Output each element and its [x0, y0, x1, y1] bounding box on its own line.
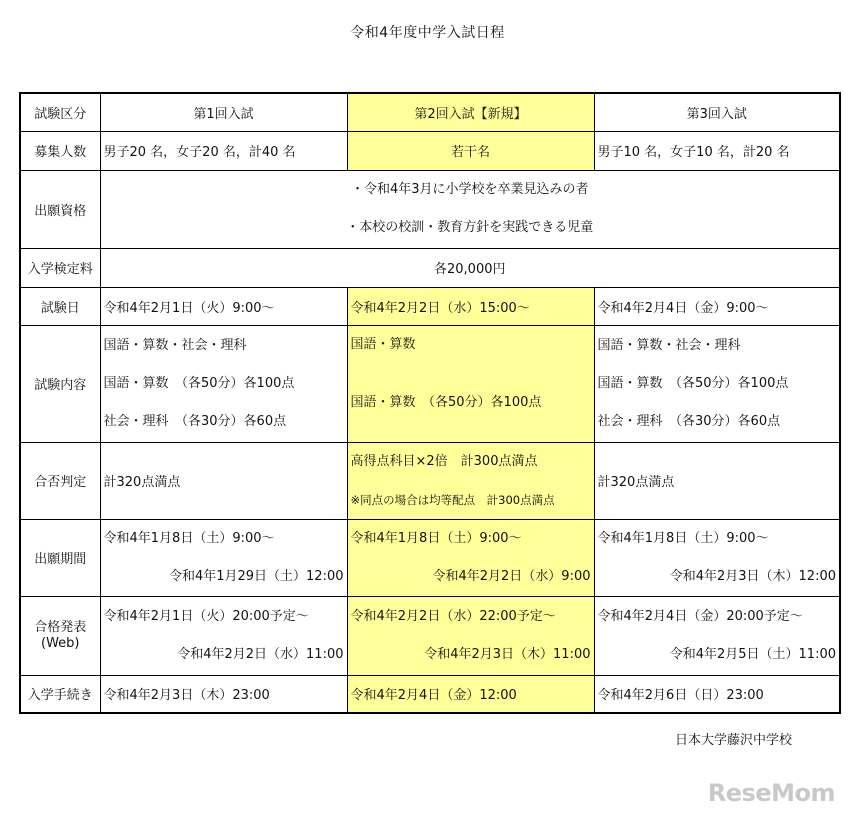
- enrollment-round-2: 令和4年2月4日（金）12:00: [347, 675, 594, 713]
- exam-day-round-1: 令和4年2月1日（火）9:00～: [100, 287, 347, 325]
- header-round-2: 第2回入試【新規】: [347, 93, 594, 131]
- label-capacity: 募集人数: [20, 131, 100, 170]
- header-round-3: 第3回入試: [594, 93, 840, 131]
- content-r1-line-3: 社会・理科 （各30分）各60点: [103, 413, 287, 429]
- capacity-round-3: 男子10 名，女子10 名，計20 名: [594, 131, 840, 170]
- judgement-round-3: 計320点満点: [594, 442, 840, 519]
- judgement-r2-line-2: ※同点の場合は均等配点 計300点満点: [350, 492, 555, 507]
- label-eligibility: 出願資格: [20, 170, 100, 248]
- content-r3-line-1: 国語・算数・社会・理科: [597, 337, 741, 353]
- content-round-1: [100, 325, 347, 442]
- label-application: 出願期間: [20, 519, 100, 596]
- row-enrollment: [20, 675, 840, 713]
- label-announcement-sub: (Web): [41, 635, 80, 651]
- content-r1-line-2: 国語・算数 （各50分）各100点: [103, 375, 295, 391]
- label-announcement: [20, 596, 100, 675]
- row-judgement: [20, 442, 840, 519]
- label-enrollment: 入学手続き: [20, 675, 100, 713]
- application-round-1: [100, 519, 347, 596]
- label-announcement-main: 合格発表: [34, 619, 87, 635]
- content-round-2: [347, 325, 594, 442]
- row-application: [20, 519, 840, 596]
- announcement-round-2: [347, 596, 594, 675]
- application-round-3: [594, 519, 840, 596]
- application-r3-end: 令和4年2月3日（木）12:00: [669, 568, 836, 584]
- capacity-round-1: 男子20 名，女子20 名，計40 名: [100, 131, 347, 170]
- enrollment-round-1: 令和4年2月3日（木）23:00: [100, 675, 347, 713]
- judgement-round-2: [347, 442, 594, 519]
- fee-value: 各20,000円: [100, 248, 840, 287]
- row-eligibility: [20, 170, 840, 248]
- announcement-r2-start: 令和4年2月2日（水）22:00予定～: [350, 608, 556, 624]
- row-fee: [20, 248, 840, 287]
- judgement-round-1: 計320点満点: [100, 442, 347, 519]
- application-r1-end: 令和4年1月29日（土）12:00: [168, 568, 344, 584]
- content-r3-line-3: 社会・理科 （各30分）各60点: [597, 413, 781, 429]
- content-r1-line-1: 国語・算数・社会・理科: [103, 337, 247, 353]
- content-r2-line-2: 国語・算数 （各50分）各100点: [350, 394, 542, 410]
- announcement-r1-start: 令和4年2月1日（火）20:00予定～: [103, 608, 309, 624]
- application-r2-end: 令和4年2月2日（水）9:00: [432, 568, 591, 584]
- capacity-round-2: 若干名: [347, 131, 594, 170]
- header-row: [20, 93, 840, 131]
- content-r3-line-2: 国語・算数 （各50分）各100点: [597, 375, 789, 391]
- eligibility-value: [100, 170, 840, 248]
- announcement-round-1: [100, 596, 347, 675]
- application-r2-start: 令和4年1月8日（土）9:00～: [350, 530, 522, 546]
- announcement-r2-end: 令和4年2月3日（木）11:00: [424, 646, 591, 662]
- schedule-table: [19, 92, 841, 714]
- row-content: [20, 325, 840, 442]
- application-round-2: [347, 519, 594, 596]
- enrollment-round-3: 令和4年2月6日（日）23:00: [594, 675, 840, 713]
- row-exam-day: [20, 287, 840, 325]
- row-capacity: [20, 131, 840, 170]
- announcement-r3-end: 令和4年2月5日（土）11:00: [669, 646, 836, 662]
- announcement-r1-end: 令和4年2月2日（水）11:00: [177, 646, 344, 662]
- label-content: 試験内容: [20, 325, 100, 442]
- label-exam-day: 試験日: [20, 287, 100, 325]
- exam-day-round-3: 令和4年2月4日（金）9:00～: [594, 287, 840, 325]
- application-r3-start: 令和4年1月8日（土）9:00～: [597, 530, 769, 546]
- eligibility-line-1: ・令和4年3月に小学校を卒業見込みの者: [350, 182, 589, 197]
- application-r1-start: 令和4年1月8日（土）9:00～: [103, 530, 275, 546]
- page-title: 令和4年度中学入試日程: [350, 25, 505, 41]
- eligibility-line-2: ・本校の校訓・教育方針を実践できる児童: [346, 220, 594, 235]
- content-round-3: [594, 325, 840, 442]
- exam-day-round-2: 令和4年2月2日（水）15:00～: [347, 287, 594, 325]
- label-judgement: 合否判定: [20, 442, 100, 519]
- label-fee: 入学検定料: [20, 248, 100, 287]
- content-r2-line-1: 国語・算数: [350, 336, 416, 352]
- school-name: 日本大学藤沢中学校: [674, 733, 792, 748]
- announcement-r3-start: 令和4年2月4日（金）20:00予定～: [597, 608, 803, 624]
- judgement-r2-line-1: 高得点科目×2倍 計300点満点: [350, 453, 538, 469]
- row-announcement: [20, 596, 840, 675]
- announcement-round-3: [594, 596, 840, 675]
- header-category: 試験区分: [20, 93, 100, 131]
- header-round-1: 第1回入試: [100, 93, 347, 131]
- resemom-watermark-logo: ReseMom: [707, 779, 835, 807]
